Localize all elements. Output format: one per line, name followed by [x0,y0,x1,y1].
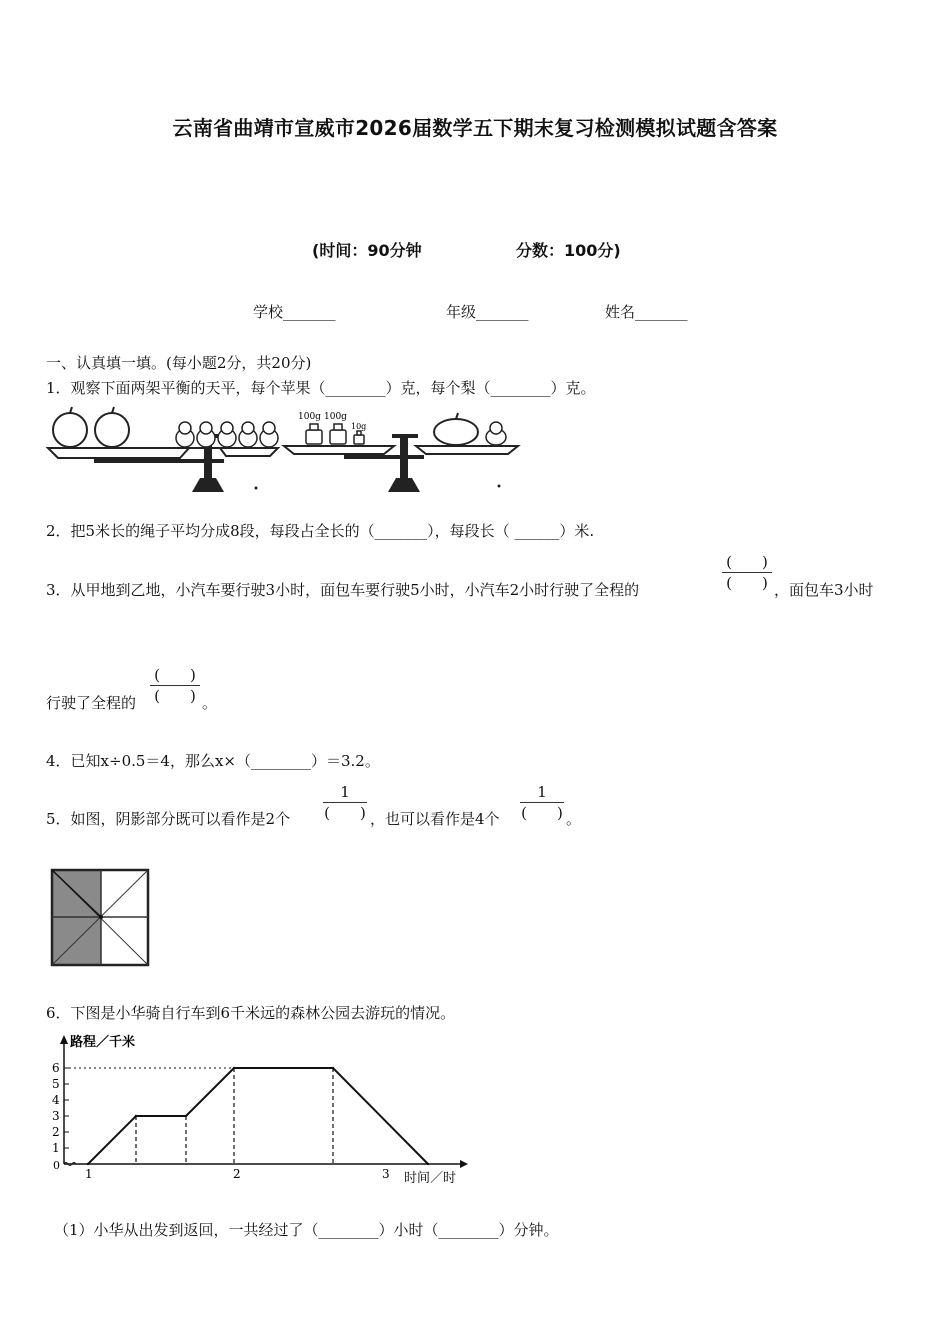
exam-score: 分数：100分) [516,241,621,260]
question-6-sub1: （1）小华从出发到返回，一共经过了（________）小时（________）分钟。 [54,1221,559,1239]
balance-scale-left [48,407,278,492]
fraction-blank [520,782,564,823]
exam-time: (时间：90分钟 [312,241,422,260]
fraction-numerator-blank: ( ) [726,553,768,571]
fraction-denominator-blank: ( ) [521,804,563,822]
question-2: 2．把5米长的绳子平均分成8段，每段占全长的（_______），每段长（ ______）米. [46,522,595,540]
apple-icon [95,413,129,447]
y-axis-label: 路程／千米 [70,1035,136,1050]
y-tick-label: 3 [52,1109,60,1123]
pear-icons [176,422,278,447]
x-axis-label: 时间／时 [404,1171,457,1186]
apple-icon [53,413,87,447]
y-tick-label: 2 [52,1125,60,1139]
series-line [88,1068,428,1164]
question-6: 6．下图是小华骑自行车到6千米远的森林公园去游玩的情况。 [46,1004,456,1022]
name-field: 姓名_______ [605,303,688,321]
x-tick-label: 2 [233,1167,241,1181]
data-point [427,1163,429,1165]
apple-icon [434,419,478,445]
question-3-part3: 行驶了全程的 [46,694,137,712]
question-3-part2: ，面包车3小时 [774,581,874,599]
grade-field: 年级_______ [446,303,529,321]
balance-scales-figure [44,404,524,496]
x-tick-label: 1 [85,1167,93,1181]
data-point [87,1163,89,1165]
fraction-blank [150,665,200,706]
question-3-part1: 3．从甲地到乙地，小汽车要行驶3小时，面包车要行驶5小时，小汽车2小时行驶了全程的 [46,581,640,599]
x-axis-arrow [460,1160,468,1168]
y-tick-label: 4 [52,1093,60,1107]
weight-label: 100g [298,412,321,422]
weight-label: 100g [324,412,347,422]
x-tick-label: 3 [382,1167,390,1181]
balance-scale-right [284,412,518,492]
fraction-numerator-blank: ( ) [154,666,196,684]
weight-label: 10g [351,422,367,431]
fraction-blank [323,782,367,823]
question-1: 1．观察下面两架平衡的天平，每个苹果（________）克，每个梨（________）克。 [46,379,596,397]
question-5-part3: 。 [566,810,582,828]
distance-time-chart [40,1030,480,1190]
school-field: 学校_______ [253,303,336,321]
question-5-part2: ，也可以看作是4个 [370,810,500,828]
fraction-numerator: 1 [537,783,547,801]
fraction-denominator-blank: ( ) [726,574,768,592]
shaded-square-figure [50,868,152,968]
fraction-numerator: 1 [340,783,350,801]
y-tick-label: 1 [52,1141,60,1155]
question-4: 4．已知x÷0.5＝4，那么x×（________）＝3.2。 [46,752,380,770]
question-5-part1: 5．如图，阴影部分既可以看作是2个 [46,810,291,828]
fraction-denominator-blank: ( ) [324,804,366,822]
page-title: 云南省曲靖市宣威市2026届数学五下期末复习检测模拟试题含答案 [172,116,778,140]
section-heading: 一、认真填一填。(每小题2分，共20分) [46,354,312,372]
fraction-denominator-blank: ( ) [154,687,196,705]
origin-label: 0 [53,1159,60,1172]
y-axis-arrow [60,1035,68,1044]
y-tick-label: 5 [52,1077,60,1091]
question-3-part4: 。 [202,694,218,712]
fraction-blank [722,552,772,593]
y-tick-label: 6 [52,1061,60,1075]
